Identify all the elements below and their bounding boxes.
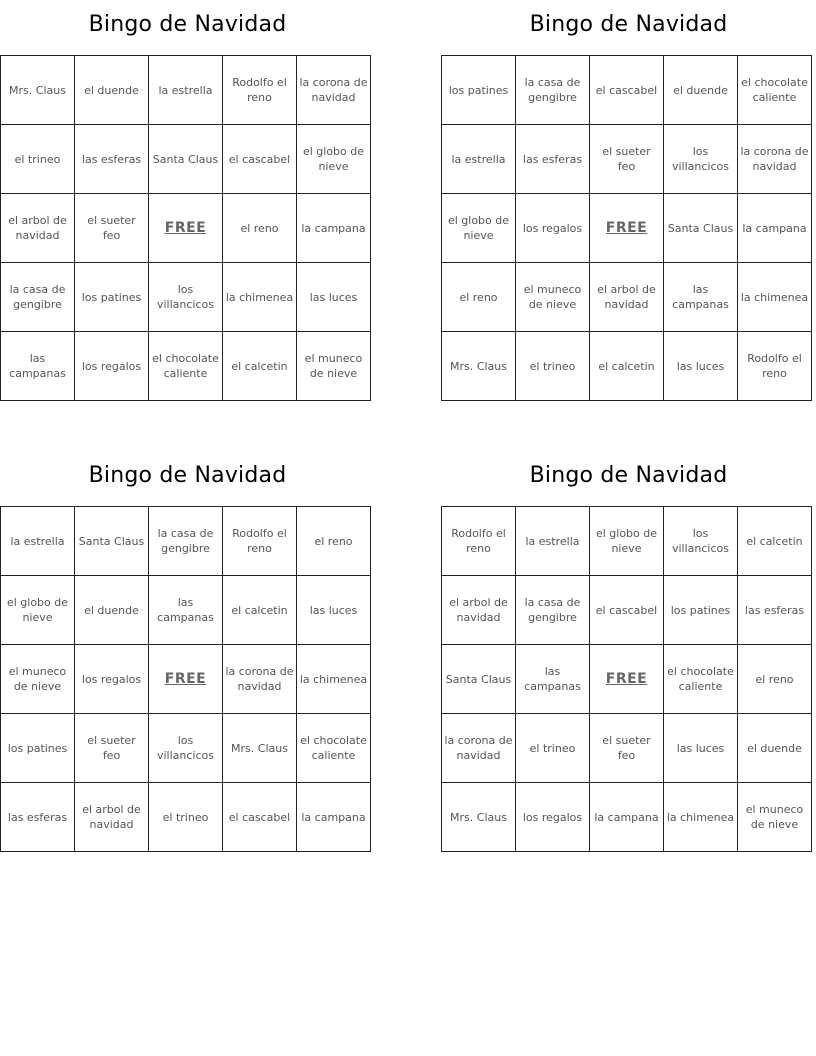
grid-cell: la corona de navidad	[442, 714, 516, 783]
grid-row	[1, 125, 371, 194]
grid-cell: el arbol de navidad	[590, 263, 664, 332]
grid-cell: las esferas	[516, 125, 590, 194]
grid-cell: la casa de gengibre	[149, 507, 223, 576]
grid-cell: la estrella	[1, 507, 75, 576]
grid-row	[442, 783, 812, 852]
grid-cell: las luces	[297, 576, 371, 645]
grid-cell: las luces	[297, 263, 371, 332]
grid-row	[1, 783, 371, 852]
card-title: Bingo de Navidad	[529, 12, 728, 37]
grid-cell: el sueter feo	[590, 125, 664, 194]
grid-cell: los patines	[442, 56, 516, 125]
grid-cell: el sueter feo	[590, 714, 664, 783]
grid-cell: los patines	[75, 263, 149, 332]
grid-cell: el chocolate caliente	[738, 56, 812, 125]
grid-cell: el globo de nieve	[442, 194, 516, 263]
grid-cell: la corona de navidad	[738, 125, 812, 194]
grid-cell: la chimenea	[297, 645, 371, 714]
grid-row	[1, 507, 371, 576]
grid-cell: el muneco de nieve	[516, 263, 590, 332]
grid-cell: el cascabel	[223, 125, 297, 194]
grid-cell: el arbol de navidad	[1, 194, 75, 263]
grid-cell: la campana	[590, 783, 664, 852]
grid-cell: el globo de nieve	[297, 125, 371, 194]
grid-cell: las campanas	[149, 576, 223, 645]
grid-cell: los villancicos	[149, 263, 223, 332]
grid-cell: los regalos	[75, 645, 149, 714]
grid-cell: el reno	[223, 194, 297, 263]
bingo-grid	[441, 55, 812, 401]
grid-cell: Rodolfo el reno	[738, 332, 812, 401]
grid-cell: el cascabel	[590, 56, 664, 125]
grid-row	[442, 263, 812, 332]
grid-cell: Mrs. Claus	[442, 783, 516, 852]
grid-cell: Rodolfo el reno	[223, 507, 297, 576]
grid-cell: Rodolfo el reno	[223, 56, 297, 125]
grid-cell: la estrella	[149, 56, 223, 125]
grid-cell: las luces	[664, 332, 738, 401]
grid-row	[442, 56, 812, 125]
bingo-grid	[0, 55, 371, 401]
grid-cell: el muneco de nieve	[297, 332, 371, 401]
grid-cell: la casa de gengibre	[516, 576, 590, 645]
grid-cell: la campana	[297, 194, 371, 263]
grid-cell: Santa Claus	[149, 125, 223, 194]
card-title: Bingo de Navidad	[529, 463, 728, 488]
grid-cell: Mrs. Claus	[1, 56, 75, 125]
card-title: Bingo de Navidad	[88, 12, 287, 37]
grid-cell: las campanas	[516, 645, 590, 714]
grid-row	[1, 56, 371, 125]
grid-cell: la chimenea	[664, 783, 738, 852]
grid-row	[1, 263, 371, 332]
grid-cell: el muneco de nieve	[738, 783, 812, 852]
grid-cell: el reno	[442, 263, 516, 332]
grid-row	[442, 645, 812, 714]
grid-cell: el trineo	[149, 783, 223, 852]
grid-cell: el globo de nieve	[590, 507, 664, 576]
free-space-cell: FREE	[590, 194, 664, 263]
grid-cell: Mrs. Claus	[223, 714, 297, 783]
grid-cell: las luces	[664, 714, 738, 783]
grid-cell: el calcetin	[223, 332, 297, 401]
grid-cell: las campanas	[1, 332, 75, 401]
grid-cell: el trineo	[516, 714, 590, 783]
grid-cell: la estrella	[516, 507, 590, 576]
grid-cell: la corona de navidad	[223, 645, 297, 714]
grid-cell: el duende	[75, 576, 149, 645]
grid-cell: el cascabel	[590, 576, 664, 645]
grid-cell: las esferas	[738, 576, 812, 645]
grid-cell: los villancicos	[664, 125, 738, 194]
grid-cell: los patines	[664, 576, 738, 645]
grid-cell: Rodolfo el reno	[442, 507, 516, 576]
grid-cell: el calcetin	[590, 332, 664, 401]
grid-cell: el cascabel	[223, 783, 297, 852]
grid-cell: el reno	[738, 645, 812, 714]
grid-row	[442, 576, 812, 645]
grid-cell: el trineo	[516, 332, 590, 401]
grid-row	[442, 507, 812, 576]
grid-cell: Santa Claus	[442, 645, 516, 714]
grid-cell: la corona de navidad	[297, 56, 371, 125]
grid-cell: el chocolate caliente	[297, 714, 371, 783]
free-space-cell: FREE	[149, 645, 223, 714]
grid-cell: la casa de gengibre	[1, 263, 75, 332]
grid-cell: el arbol de navidad	[442, 576, 516, 645]
grid-cell: Santa Claus	[664, 194, 738, 263]
grid-cell: el chocolate caliente	[664, 645, 738, 714]
grid-cell: el trineo	[1, 125, 75, 194]
grid-cell: el reno	[297, 507, 371, 576]
grid-cell: el calcetin	[738, 507, 812, 576]
grid-cell: el duende	[664, 56, 738, 125]
grid-row	[1, 645, 371, 714]
grid-cell: los regalos	[75, 332, 149, 401]
grid-cell: el sueter feo	[75, 194, 149, 263]
bingo-grid	[441, 506, 812, 852]
grid-cell: el sueter feo	[75, 714, 149, 783]
grid-row	[442, 125, 812, 194]
grid-cell: los patines	[1, 714, 75, 783]
grid-cell: la chimenea	[223, 263, 297, 332]
grid-cell: las campanas	[664, 263, 738, 332]
grid-cell: la casa de gengibre	[516, 56, 590, 125]
grid-cell: el duende	[75, 56, 149, 125]
grid-cell: Mrs. Claus	[442, 332, 516, 401]
card-title: Bingo de Navidad	[88, 463, 287, 488]
grid-cell: las esferas	[75, 125, 149, 194]
bingo-grid	[0, 506, 371, 852]
grid-row	[1, 332, 371, 401]
grid-cell: el duende	[738, 714, 812, 783]
grid-row	[1, 194, 371, 263]
grid-cell: el arbol de navidad	[75, 783, 149, 852]
grid-cell: el calcetin	[223, 576, 297, 645]
grid-cell: los villancicos	[664, 507, 738, 576]
free-space-cell: FREE	[590, 645, 664, 714]
grid-cell: los regalos	[516, 194, 590, 263]
grid-cell: la estrella	[442, 125, 516, 194]
grid-cell: la campana	[738, 194, 812, 263]
grid-cell: los villancicos	[149, 714, 223, 783]
grid-cell: Santa Claus	[75, 507, 149, 576]
grid-row	[1, 576, 371, 645]
grid-cell: las esferas	[1, 783, 75, 852]
grid-row	[1, 714, 371, 783]
grid-row	[442, 332, 812, 401]
grid-cell: la campana	[297, 783, 371, 852]
grid-cell: el muneco de nieve	[1, 645, 75, 714]
grid-cell: la chimenea	[738, 263, 812, 332]
free-space-cell: FREE	[149, 194, 223, 263]
grid-cell: el globo de nieve	[1, 576, 75, 645]
grid-cell: el chocolate caliente	[149, 332, 223, 401]
grid-row	[442, 194, 812, 263]
grid-row	[442, 714, 812, 783]
grid-cell: los regalos	[516, 783, 590, 852]
